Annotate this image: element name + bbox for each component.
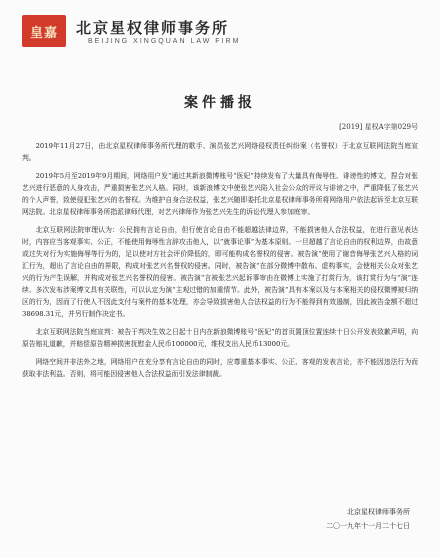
firm-name-en: BEIJING XINGQUAN LAW FIRM <box>88 38 241 45</box>
signature-block <box>326 505 410 533</box>
paragraph: 网络空间并非法外之地，网络用户在充分享有言论自由的同时，应尊重基本事实、公正、客观的发表言论，亦不能因违法行为而获取非法利益。否则，将可能因侵害他人合法权益而引发法律制裁。 <box>22 358 418 378</box>
document-title: 案件播报 <box>184 94 256 110</box>
paragraph: 2019年5月至2019年9月期间，网络用户发“通过其新浪微博账号“医妃”持续发布了大量具有侮辱性、诽谤性的博文，捏合对张艺兴进行恶意的人身攻击，严重损害张艺兴人格。同时，该新浪博文中使张艺兴陷入社会公众的评议与诽谤之中，严重降低了张艺兴的个人声誉，致使侵犯张艺兴的名誉权。为维护自身合法权益，张艺兴随即委托北京星权律师事务所将网络用户依法起诉至北京互联网法院。北京星权律师事务所指派律师代理，对艺兴律师作为张艺兴先生的诉讼代理人参加庭审。 <box>22 172 418 216</box>
letterhead <box>0 0 440 62</box>
paragraph: 北京互联网法院当庭宣判：被告于判决生效之日起十日内在新浪微博账号“医妃”的首页置顶位置连续十日公开发表致歉声明，向原告赔礼道歉，并赔偿原告精神损害抚慰金人民币100000元，维权支出人民币13000元。 <box>22 328 418 348</box>
paragraph: 2019年11月27日，由北京星权律师事务所代理的歌手、演员张艺兴网络侵权责任纠纷案（名誉权）于北京互联网法院当庭宣判。 <box>22 142 418 162</box>
firm-logo <box>22 15 66 47</box>
document-number: [2019] 星权A字第029号 <box>339 123 418 131</box>
paragraph: 北京互联网法院审理认为：公民拥有言论自由，但行使言论自由不能超越法律边界，不能损害他人合法权益，在进行意见表达时，内容应当客观事实、公正，不能使用侮辱性言辞攻击他人，以“就事论事”为基本原则。一旦超越了言论自由的权利边界，由故意或过失对行为实施侮辱等行为的，足以使对方社会评价降低的，即可能构成名誉权的侵害。被告演“使用了谢音侮辱张艺兴人格的词汇行为，超出了言论自由的界限，构成对张艺兴名誉权的侵害。同时，被告演“在部分微博中散布、虚构事实，会使相关公众对张艺兴的行为产生误解，并构成对张艺兴名誉权的侵害。被告演“言被张艺兴起诉事审由在微博上实施了打赏行为，该打赏行为与“演”连续、多次发布涉案博文具有关联性，可以认定为演“主观过错的加重情节。此外，被告演“具有本案以及与本案相关的侵权微博被归纳区的行为，因而了行使人不因此支付与案件的基本处理，亦会导致损害他人合法权益的行为不能得到有效遏制，因此被告金额不超过38698.31元，并另行制作决定书。 <box>22 226 418 318</box>
document-body <box>22 140 418 386</box>
firm-name-cn: 北京星权律师事务所 <box>76 20 230 37</box>
logo-text: 皇嘉 <box>29 24 58 40</box>
signature-date: 二〇一九年十一月二十七日 <box>326 522 410 530</box>
signature-firm: 北京星权律师事务所 <box>347 508 410 516</box>
